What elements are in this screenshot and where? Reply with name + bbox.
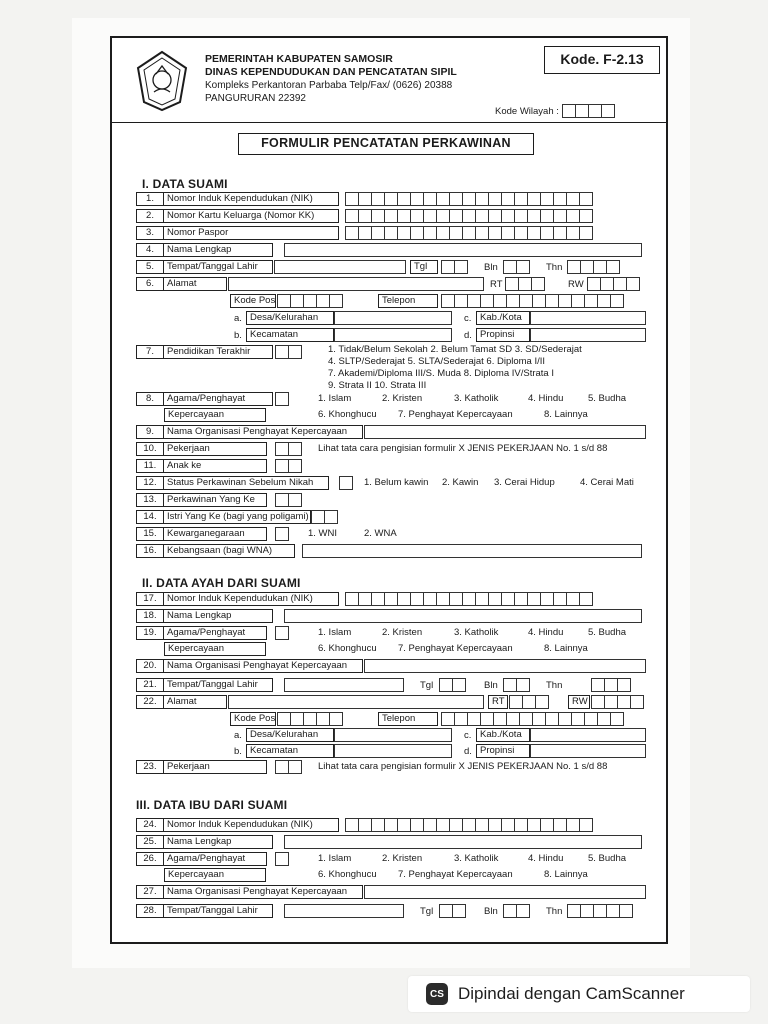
camscanner-logo-icon: CS (426, 983, 448, 1005)
form-row-organisasi (136, 425, 658, 440)
row-number: 26. (136, 852, 164, 866)
field-label: Alamat (163, 695, 227, 709)
field-label: Tempat/Tanggal Lahir (163, 678, 273, 692)
bln-label: Bln (484, 906, 498, 917)
field-label: Pekerjaan (163, 442, 267, 456)
row-number: 13. (136, 493, 164, 507)
telepon-label: Telepon (378, 712, 438, 726)
status-input-cells[interactable] (340, 476, 353, 490)
form-row-ayah-alamat (136, 695, 658, 710)
ayah-prop-input[interactable] (530, 744, 646, 758)
paspor-input-cells[interactable] (346, 226, 593, 240)
field-label: Agama/Penghayat (163, 392, 273, 406)
rt-label: RT (490, 279, 503, 290)
item-letter: a. (234, 313, 242, 324)
bln-label: Bln (484, 680, 498, 691)
row-number: 14. (136, 510, 164, 524)
row-number: 25. (136, 835, 164, 849)
telepon-label: Telepon (378, 294, 438, 308)
field-label: Nomor Induk Kependudukan (NIK) (163, 592, 339, 606)
tempat-lahir-input[interactable] (274, 260, 406, 274)
row-number: 28. (136, 904, 164, 918)
ayah-rt-input-cells[interactable] (510, 695, 549, 709)
field-label: Kebangsaan (bagi WNA) (163, 544, 295, 558)
field-label: Alamat (163, 277, 227, 291)
pendidikan-options (328, 344, 582, 392)
rw-label: RW (568, 695, 590, 709)
org-line-2: DINAS KEPENDUDUKAN DAN PENCATATAN SIPIL (205, 66, 457, 78)
ayah-tgl-input-cells[interactable] (440, 678, 466, 692)
tgl-label: Tgl (410, 260, 438, 274)
option: 5. Budha (588, 627, 627, 638)
kodepos-input-cells[interactable] (278, 294, 343, 308)
option: 4. Hindu (528, 627, 564, 638)
ayah-nik-input-cells[interactable] (346, 592, 593, 606)
ayah-agama-input-cells[interactable] (276, 626, 289, 640)
ayah-alamat-input[interactable] (228, 695, 484, 709)
section-title: II. DATA AYAH DARI SUAMI (142, 576, 301, 590)
field-label: Nama Organisasi Penghayat Kepercayaan (163, 425, 363, 439)
form-row-nama (136, 243, 658, 258)
form-title: FORMULIR PENCATATAN PERKAWINAN (238, 133, 534, 155)
kode-wilayah-label: Kode Wilayah : (495, 105, 559, 117)
item-letter: c. (464, 730, 472, 741)
form-row-ibu-kepercayaan (136, 868, 658, 883)
prop-label: Propinsi (476, 328, 530, 342)
form-row-alamat (136, 277, 658, 292)
thn-input-cells[interactable] (568, 260, 620, 274)
pekerjaan-input-cells[interactable] (276, 442, 302, 456)
section-title: III. DATA IBU DARI SUAMI (136, 798, 288, 812)
ibu-nik-input-cells[interactable] (346, 818, 593, 832)
form-row-ibu-ttl (136, 904, 658, 919)
anak-ke-input-cells[interactable] (276, 459, 302, 473)
kec-label: Kecamatan (246, 744, 334, 758)
ayah-organisasi-input[interactable] (364, 659, 646, 673)
telepon-input-cells[interactable] (442, 294, 624, 308)
option: 3. Katholik (454, 627, 499, 638)
kodepos-label: Kode Pos (230, 294, 276, 308)
field-label: Agama/Penghayat (163, 626, 267, 640)
rw-label: RW (568, 279, 584, 290)
form-row-pekerjaan (136, 442, 658, 457)
field-label: Nama Lengkap (163, 243, 273, 257)
field-label: Nomor Induk Kependudukan (NIK) (163, 818, 339, 832)
kec-label: Kecamatan (246, 328, 334, 342)
option: 8. Lainnya (544, 643, 588, 654)
kab-label: Kab./Kota (476, 311, 530, 325)
field-label: Nama Lengkap (163, 609, 273, 623)
row-number: 7. (136, 345, 164, 359)
kab-input[interactable] (530, 311, 646, 325)
field-label: Istri Yang Ke (bagi yang poligami) (163, 510, 311, 524)
field-label: Perkawinan Yang Ke (163, 493, 267, 507)
form-row-kebangsaan (136, 544, 658, 559)
row-number: 20. (136, 659, 164, 673)
form-row-pendidikan (136, 344, 658, 391)
ibu-tgl-input-cells[interactable] (440, 904, 466, 918)
row-number: 4. (136, 243, 164, 257)
option: 2. Kawin (442, 477, 479, 488)
form-row-ibu-nik (136, 818, 658, 833)
option: 7. Penghayat Kepercayaan (398, 643, 513, 654)
thn-label: Thn (546, 906, 563, 917)
prop-label: Propinsi (476, 744, 530, 758)
ibu-nama-input[interactable] (284, 835, 642, 849)
option: 1. Belum kawin (364, 477, 429, 488)
kec-input[interactable] (334, 328, 452, 342)
nama-input[interactable] (284, 243, 642, 257)
form-row-ayah-kepercayaan (136, 642, 658, 657)
form-code: Kode. F-2.13 (544, 46, 660, 74)
option: 5. Budha (588, 393, 627, 404)
form-row-kodepos (136, 294, 658, 309)
option-line: 7. Akademi/Diploma III/S. Muda 8. Diploma IV/Strata I (328, 368, 554, 379)
bln-label: Bln (484, 262, 498, 273)
row-number: 17. (136, 592, 164, 606)
row-number: 27. (136, 885, 164, 899)
kk-input-cells[interactable] (346, 209, 593, 223)
ayah-pekerjaan-input-cells[interactable] (276, 760, 302, 774)
ibu-agama-input-cells[interactable] (276, 852, 289, 866)
option: 6. Khonghucu (318, 643, 377, 654)
form-row-ayah-organisasi (136, 659, 658, 674)
row-number: 12. (136, 476, 164, 490)
ayah-kec-input[interactable] (334, 744, 452, 758)
form-row-kewarganegaraan (136, 527, 658, 542)
alamat-input[interactable] (228, 277, 484, 291)
istri-ke-input-cells[interactable] (312, 510, 338, 524)
option-line: 4. SLTP/Sederajat 5. SLTA/Sederajat 6. Diploma I/II (328, 356, 546, 367)
row-number: 21. (136, 678, 164, 692)
form-row-ayah-kodepos (136, 712, 658, 727)
ayah-bln-input-cells[interactable] (504, 678, 530, 692)
option: 3. Cerai Hidup (494, 477, 555, 488)
item-letter: c. (464, 313, 472, 324)
form-row-paspor (136, 226, 658, 241)
samosir-regency-emblem-icon (134, 50, 190, 112)
option: 1. Islam (318, 393, 352, 404)
bln-input-cells[interactable] (504, 260, 530, 274)
form-row-ayah-nama (136, 609, 658, 624)
item-letter: d. (464, 746, 472, 757)
organisasi-input[interactable] (364, 425, 646, 439)
field-label: Nama Organisasi Penghayat Kepercayaan (163, 885, 363, 899)
row-number: 15. (136, 527, 164, 541)
option: 3. Katholik (454, 393, 499, 404)
thn-label: Thn (546, 680, 563, 691)
field-label: Tempat/Tanggal Lahir (163, 904, 273, 918)
nik-input-cells[interactable] (346, 192, 593, 206)
field-label: Nama Organisasi Penghayat Kepercayaan (163, 659, 363, 673)
form-row-kk (136, 209, 658, 224)
option: 4. Cerai Mati (580, 477, 634, 488)
form-row-kec-prop (136, 328, 658, 343)
form-row-agama (136, 392, 658, 407)
pekerjaan-note: Lihat tata cara pengisian formulir X JENIS PEKERJAAN No. 1 s/d 88 (318, 761, 608, 772)
row-number: 8. (136, 392, 164, 406)
form-row-ibu-organisasi (136, 885, 658, 900)
option: 1. Islam (318, 627, 352, 638)
tgl-label: Tgl (420, 906, 434, 917)
org-line-1: PEMERINTAH KABUPATEN SAMOSIR (205, 53, 393, 65)
form-row-status (136, 476, 658, 491)
org-address: Kompleks Perkantoran Parbaba Telp/Fax/ (0626) 20388 (205, 80, 453, 91)
option: 7. Penghayat Kepercayaan (398, 869, 513, 880)
desa-label: Desa/Kelurahan (246, 311, 334, 325)
row-number: 10. (136, 442, 164, 456)
option-line: 1. Tidak/Belum Sekolah 2. Belum Tamat SD 3. SD/Sederajat (328, 344, 582, 355)
field-label: Status Perkawinan Sebelum Nikah (163, 476, 329, 490)
row-number: 6. (136, 277, 164, 291)
ayah-thn-input-cells[interactable] (592, 678, 631, 692)
field-label: Nama Lengkap (163, 835, 273, 849)
desa-input[interactable] (334, 311, 452, 325)
ayah-kodepos-input-cells[interactable] (278, 712, 343, 726)
field-label: Nomor Paspor (163, 226, 339, 240)
field-label: Nomor Kartu Keluarga (Nomor KK) (163, 209, 339, 223)
ibu-organisasi-input[interactable] (364, 885, 646, 899)
desa-label: Desa/Kelurahan (246, 728, 334, 742)
form-row-desa-kab (136, 311, 658, 326)
pekerjaan-note: Lihat tata cara pengisian formulir X JENIS PEKERJAAN No. 1 s/d 88 (318, 443, 608, 454)
form-row-istri-ke (136, 510, 658, 525)
row-number: 19. (136, 626, 164, 640)
kepercayaan-label: Kepercayaan (164, 868, 266, 882)
camscanner-text: Dipindai dengan CamScanner (458, 984, 685, 1003)
form-row-ayah-agama (136, 626, 658, 641)
option-line: 9. Strata II 10. Strata III (328, 380, 427, 391)
form-row-nik (136, 192, 658, 207)
row-number: 18. (136, 609, 164, 623)
ayah-telepon-input-cells[interactable] (442, 712, 624, 726)
kab-label: Kab./Kota (476, 728, 530, 742)
org-header (205, 53, 457, 105)
option: 1. Islam (318, 853, 352, 864)
row-number: 23. (136, 760, 164, 774)
option: 2. WNA (364, 528, 397, 539)
row-number: 2. (136, 209, 164, 223)
ayah-rw-input-cells[interactable] (592, 695, 644, 709)
field-label: Nomor Induk Kependudukan (NIK) (163, 192, 339, 206)
row-number: 1. (136, 192, 164, 206)
form-row-ayah-pekerjaan (136, 760, 658, 775)
tgl-label: Tgl (420, 680, 434, 691)
ayah-tempat-lahir-input[interactable] (284, 678, 404, 692)
field-label: Anak ke (163, 459, 267, 473)
ayah-desa-input[interactable] (334, 728, 452, 742)
option: 4. Hindu (528, 393, 564, 404)
agama-input-cells[interactable] (276, 392, 289, 406)
perkawinan-ke-input-cells[interactable] (276, 493, 302, 507)
form-row-anak-ke (136, 459, 658, 474)
form-row-ibu-nama (136, 835, 658, 850)
kepercayaan-label: Kepercayaan (164, 642, 266, 656)
form-page (110, 36, 668, 944)
option: 1. WNI (308, 528, 338, 539)
prop-input[interactable] (530, 328, 646, 342)
field-label: Pendidikan Terakhir (163, 345, 273, 359)
row-number: 24. (136, 818, 164, 832)
row-number: 16. (136, 544, 164, 558)
option: 2. Kristen (382, 853, 423, 864)
form-row-ibu-agama (136, 852, 658, 867)
field-label: Kewarganegaraan (163, 527, 267, 541)
item-letter: a. (234, 730, 242, 741)
form-row-ttl (136, 260, 658, 275)
thn-label: Thn (546, 262, 563, 273)
option: 6. Khonghucu (318, 409, 377, 420)
section-title: I. DATA SUAMI (142, 177, 228, 191)
kewarganegaraan-input-cells[interactable] (276, 527, 289, 541)
row-number: 3. (136, 226, 164, 240)
pendidikan-input-cells[interactable] (276, 345, 302, 359)
kepercayaan-label: Kepercayaan (164, 408, 266, 422)
row-number: 11. (136, 459, 164, 473)
rt-label: RT (488, 695, 508, 709)
header-divider (112, 122, 666, 123)
field-label: Agama/Penghayat (163, 852, 267, 866)
option: 2. Kristen (382, 627, 423, 638)
form-row-perkawinan-ke (136, 493, 658, 508)
option: 4. Hindu (528, 853, 564, 864)
option: 2. Kristen (382, 393, 423, 404)
form-row-ayah-ttl (136, 678, 658, 693)
option: 8. Lainnya (544, 409, 588, 420)
rw-input-cells[interactable] (588, 277, 640, 291)
kode-wilayah-cells[interactable] (563, 104, 615, 118)
row-number: 5. (136, 260, 164, 274)
form-row-ayah-nik (136, 592, 658, 607)
kebangsaan-input[interactable] (302, 544, 642, 558)
option: 8. Lainnya (544, 869, 588, 880)
ayah-nama-input[interactable] (284, 609, 642, 623)
item-letter: b. (234, 330, 242, 341)
item-letter: b. (234, 746, 242, 757)
option: 5. Budha (588, 853, 627, 864)
org-city: PANGURURAN 22392 (205, 93, 306, 104)
row-number: 9. (136, 425, 164, 439)
field-label: Tempat/Tanggal Lahir (163, 260, 273, 274)
kode-wilayah (495, 104, 615, 118)
option: 6. Khonghucu (318, 869, 377, 880)
option: 7. Penghayat Kepercayaan (398, 409, 513, 420)
camscanner-watermark (408, 976, 750, 1012)
row-number: 22. (136, 695, 164, 709)
ibu-tempat-lahir-input[interactable] (284, 904, 404, 918)
item-letter: d. (464, 330, 472, 341)
ibu-bln-input-cells[interactable] (504, 904, 530, 918)
rt-input-cells[interactable] (506, 277, 545, 291)
field-label: Pekerjaan (163, 760, 267, 774)
form-row-ayah-desa-kab (136, 728, 658, 743)
form-row-kepercayaan (136, 408, 658, 423)
ayah-kab-input[interactable] (530, 728, 646, 742)
tgl-input-cells[interactable] (442, 260, 468, 274)
form-row-ayah-kec-prop (136, 744, 658, 759)
kodepos-label: Kode Pos (230, 712, 276, 726)
option: 3. Katholik (454, 853, 499, 864)
ibu-thn-input-cells[interactable] (568, 904, 633, 918)
